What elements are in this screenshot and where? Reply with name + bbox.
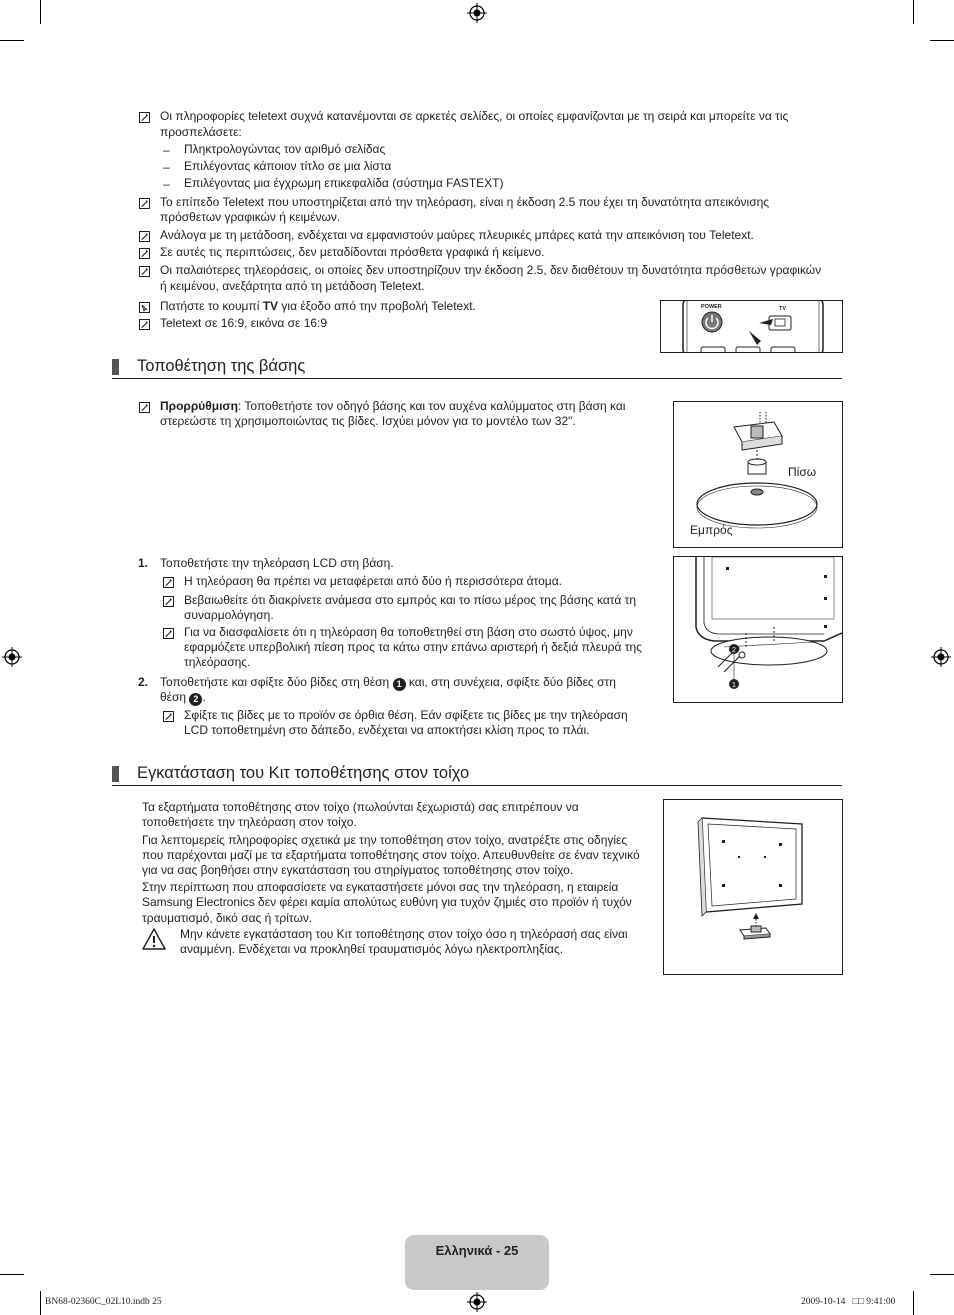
step-1-note-3-line2: εφαρμόζετε υπερβολική πίεση προς τα κάτω στην επάνω αριστερή ή δεξιά πλευρά της: [184, 640, 642, 654]
note-icon: [139, 112, 150, 123]
note-icon: [139, 198, 150, 209]
note-icon: [163, 577, 174, 588]
warning-line1: Μην κάνετε εγκατάσταση του Κιτ τοποθέτησης στον τοίχο όσο η τηλεόρασή σας είναι: [180, 927, 628, 941]
position-2-badge: 2: [189, 693, 202, 706]
step-1-note-3-line3: τηλεόρασης.: [184, 655, 251, 669]
note-icon: [163, 711, 174, 722]
registration-mark-icon: [467, 1292, 487, 1312]
teletext-note-5-line2: ή κειμένου, ανεξάρτητα από τη μετάδοση Teletext.: [160, 279, 425, 293]
crop-mark: [913, 0, 914, 24]
list-item: Επιλέγοντας κάποιον τίτλο σε μια λίστα: [184, 159, 392, 173]
crop-mark: [0, 40, 24, 41]
teletext-note-2-line1: Το επίπεδο Teletext που υποστηρίζεται από την τηλεόραση, είναι η έκδοση 2.5 που έχει τη δυνατότητα απεικόνισης: [160, 195, 770, 209]
button-press-icon: [139, 302, 150, 313]
front-label: Εμπρός: [690, 523, 733, 537]
svg-text:2: 2: [732, 647, 736, 654]
crop-mark: [930, 40, 954, 41]
power-label: POWER: [701, 304, 722, 310]
teletext-exit-instruction: Πατήστε το κουμπί TV για έξοδο από την προβολή Teletext.: [160, 299, 476, 313]
crop-mark: [930, 1274, 954, 1275]
step-2-note-line2: LCD τοποθετημένη στο δάπεδο, ενδέχεται να αποκτήσει κλίση προς το πλάι.: [184, 723, 590, 737]
back-label: Πίσω: [788, 465, 817, 479]
page-number-tab: [405, 1235, 549, 1290]
note-icon: [139, 319, 150, 330]
note-icon: [139, 231, 150, 242]
step-1-note-2-line1: Βεβαιωθείτε ότι διακρίνετε ανάμεσα στο εμπρός και το πίσω μέρος της βάσης κατά τη: [184, 593, 637, 607]
preset-note-line1: Προρρύθμιση: Τοποθετήστε τον οδηγό βάσης και τον αυχένα καλύμματος στη βάση και: [160, 399, 626, 413]
note-icon: [139, 266, 150, 277]
step-1-text: Τοποθετήστε την τηλεόραση LCD στη βάση.: [160, 556, 394, 570]
step-2-line2: θέση 2 .: [160, 690, 206, 704]
wall-para-2-line1: Για λεπτομερείς πληροφορίες σχετικά με την τοποθέτηση στον τοίχο, ανατρέξτε στις οδηγίες: [142, 833, 628, 847]
list-item: Πληκτρολογώντας τον αριθμό σελίδας: [184, 142, 386, 156]
dash-bullet: –: [163, 160, 170, 174]
print-slug-right: 2009-10-14 □□ 9:41:00: [801, 1297, 896, 1307]
registration-mark-icon: [2, 647, 22, 667]
teletext-note-6: Teletext σε 16:9, εικόνα σε 16:9: [160, 316, 328, 330]
teletext-note-1-line1: Οι πληροφορίες teletext συχνά κατανέμονται σε αρκετές σελίδες, οι οποίες εμφανίζονται με τη σειρά και μπορείτε να τις: [160, 109, 789, 123]
section-heading-stand: [112, 356, 842, 379]
section-title: Εγκατάσταση του Κιτ τοποθέτησης στον τοίχο: [137, 764, 470, 782]
heading-bar: [112, 359, 119, 375]
page-number: Ελληνικά - 25: [435, 1243, 519, 1258]
remote-control-illustration: [660, 300, 843, 353]
step-2-note-line1: Σφίξτε τις βίδες με το προϊόν σε όρθια θέση. Εάν σφίξετε τις βίδες με την τηλεόραση: [184, 708, 628, 722]
note-icon: [163, 596, 174, 607]
tv-on-stand-figure: [673, 556, 843, 703]
step-number: 2.: [138, 675, 149, 689]
wall-para-2-line3: για να σας βοηθήσει στην εγκατάσταση του στηρίγματος τοποθέτησης στον τοίχο.: [142, 863, 574, 877]
teletext-note-3: Ανάλογα με τη μετάδοση, ενδέχεται να εμφανιστούν μαύρες πλευρικές μπάρες κατά την απεικόνιση του Teletext.: [160, 228, 754, 242]
step-number: 1.: [138, 556, 149, 570]
step-1-note-2-line2: συναρμολόγηση.: [184, 608, 274, 622]
crop-mark: [0, 1274, 24, 1275]
heading-bar: [112, 766, 119, 782]
wall-para-3-line3: τραυματισμό, δικό σας ή τρίτων.: [142, 911, 313, 925]
note-icon: [139, 248, 150, 259]
teletext-note-1-line2: προσπελάσετε:: [160, 125, 242, 139]
wall-para-1-line1: Τα εξαρτήματα τοποθέτησης στον τοίχο (πωλούνται ξεχωριστά) σας επιτρέπουν να: [142, 800, 579, 814]
crop-mark: [40, 1291, 41, 1315]
print-slug-left: BN68-02360C_02L10.indb 25: [45, 1297, 162, 1307]
wall-para-2-line2: που παρέχονται μαζί με τα εξαρτήματα τοποθέτησης στον τοίχο. Απευθυνθείτε σε έναν τεχνικό: [142, 848, 640, 862]
dash-bullet: –: [163, 177, 170, 191]
crop-mark: [913, 1291, 914, 1315]
step-2-line1: Τοποθετήστε και σφίξτε δύο βίδες στη θέση 1 και, στη συνέχεια, σφίξτε δύο βίδες στη: [160, 675, 616, 689]
svg-text:1: 1: [732, 682, 736, 689]
teletext-note-2-line2: πρόσθετων γραφικών ή κειμένων.: [160, 210, 341, 224]
wall-para-3-line1: Στην περίπτωση που αποφασίσετε να εγκαταστήσετε μόνοι σας την τηλεόραση, η εταιρεία: [142, 880, 619, 894]
wall-para-1-line2: τοποθετήσετε την τηλεόραση στον τοίχο.: [142, 815, 357, 829]
tv-label: TV: [779, 306, 787, 312]
teletext-note-5-line1: Οι παλαιότερες τηλεοράσεις, οι οποίες δεν υποστηρίζουν την έκδοση 2.5, δεν διαθέτουν τη δυνατότητα πρόσθετων γραφικών: [160, 263, 822, 277]
preset-note-line2: στερεώστε τη χρησιμοποιώντας τις βίδες. Ισχύει μόνον για το μοντέλο των 32".: [160, 414, 576, 428]
note-icon: [139, 402, 150, 413]
step-1-note-1: Η τηλεόραση θα πρέπει να μεταφέρεται από δύο ή περισσότερα άτομα.: [184, 574, 562, 588]
position-1-badge: 1: [393, 678, 406, 691]
registration-mark-icon: [931, 647, 951, 667]
crop-mark: [40, 0, 41, 24]
section-title: Τοποθέτηση της βάσης: [137, 357, 306, 375]
note-icon: [163, 628, 174, 639]
warning-icon: [141, 927, 167, 951]
teletext-note-4: Σε αυτές τις περιπτώσεις, δεν μεταδίδονται πρόσθετα γραφικά ή κείμενο.: [160, 245, 545, 259]
step-1-note-3-line1: Για να διασφαλίσετε ότι η τηλεόραση θα τοποθετηθεί στη βάση στο σωστό ύψος, μην: [184, 625, 633, 639]
warning-line2: αναμμένη. Ενδέχεται να προκληθεί τραυματισμός λόγω ηλεκτροπληξίας.: [180, 942, 564, 956]
list-item: Επιλέγοντας μια έγχρωμη επικεφαλίδα (σύστημα FASTEXT): [184, 176, 504, 190]
section-heading-wall-mount: [112, 763, 842, 786]
wall-para-3-line2: Samsung Electronics δεν φέρει καμία απολύτως ευθύνη για τυχόν ζημιές στο προϊόν ή τυχόν: [142, 895, 632, 909]
dash-bullet: –: [163, 143, 170, 157]
stand-assembly-figure: [673, 401, 843, 548]
wall-mount-figure: [663, 799, 843, 975]
registration-mark-icon: [467, 3, 487, 23]
